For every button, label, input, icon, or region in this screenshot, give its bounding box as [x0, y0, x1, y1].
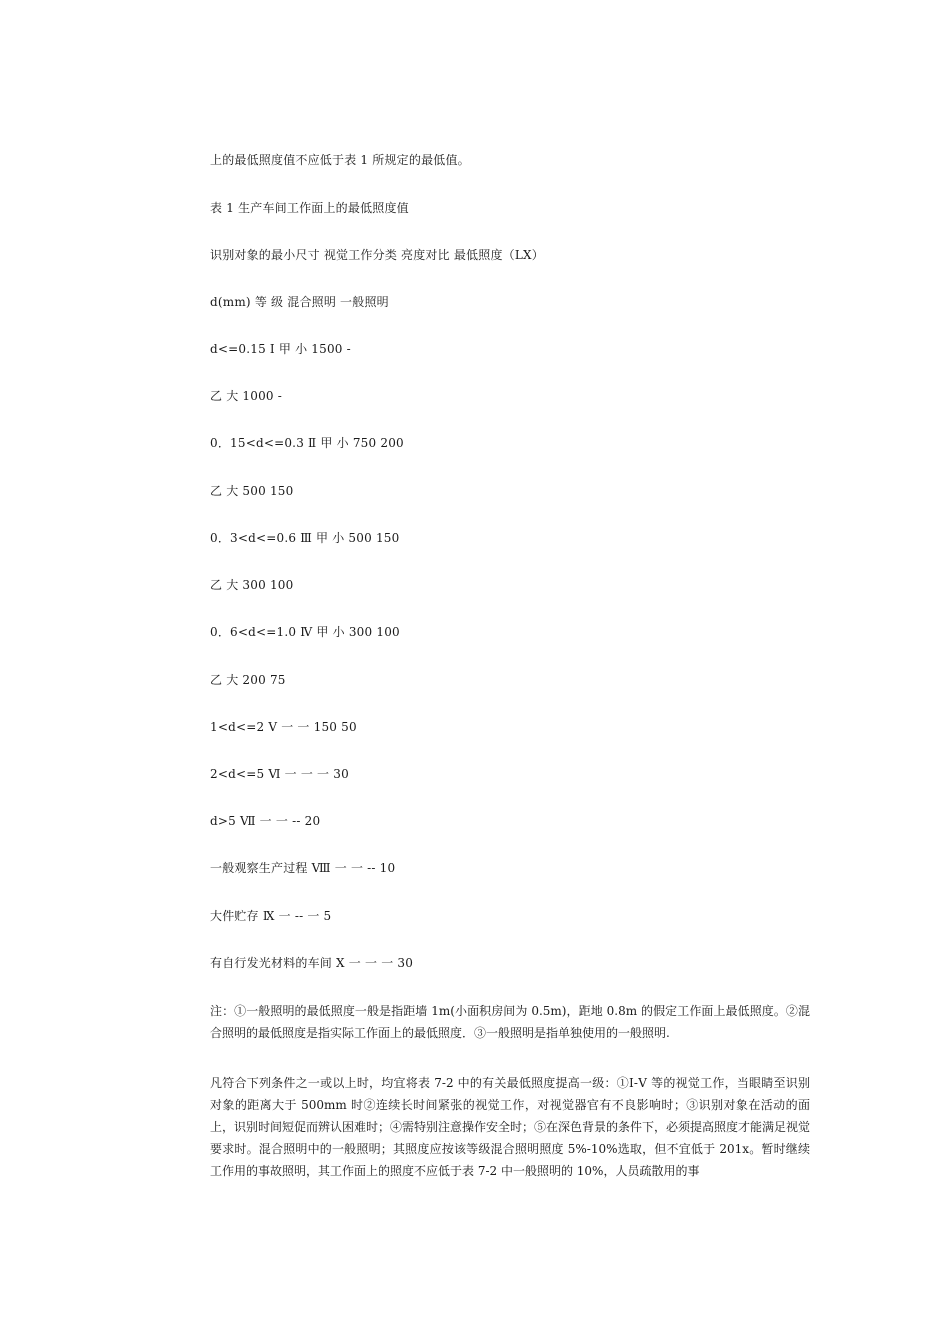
table-row: 一般观察生产过程 Ⅷ 一 一 -- 10 [210, 861, 396, 875]
table-row: 乙 大 300 100 [210, 578, 294, 592]
table-row: 0．3<d<=0.6 Ⅲ 甲 小 500 150 [210, 531, 400, 545]
table-row: 0．15<d<=0.3 Ⅱ 甲 小 750 200 [210, 436, 404, 450]
table-header-row-1: 识别对象的最小尺寸 视觉工作分类 亮度对比 最低照度（LX） [210, 248, 544, 262]
table-note: 注：①一般照明的最低照度一般是指距墙 1m(小面积房间为 0.5m)，距地 0.8m 的假定工作面上最低照度。②混合照明的最低照度是指实际工作面上的最低照度．③一般照明是指单独使用的一般照明. [210, 1004, 810, 1040]
table-row: 乙 大 1000 - [210, 389, 283, 403]
table-row: 乙 大 200 75 [210, 673, 286, 687]
intro-text: 上的最低照度值不应低于表 1 所规定的最低值。 [210, 153, 470, 167]
table-row: 0．6<d<=1.0 Ⅳ 甲 小 300 100 [210, 625, 400, 639]
table-row: 乙 大 500 150 [210, 484, 294, 498]
table-title: 表 1 生产车间工作面上的最低照度值 [210, 201, 409, 215]
table-header-row-2: d(mm) 等 级 混合照明 一般照明 [210, 295, 389, 309]
table-row: d<=0.15 Ⅰ 甲 小 1500 - [210, 342, 351, 356]
table-row: 2<d<=5 Ⅵ 一 一 一 30 [210, 767, 349, 781]
body-paragraph: 凡符合下列条件之一或以上时，均宜将表 7-2 中的有关最低照度提高一级：①Ⅰ-Ⅴ 等的视觉工作，当眼睛至识别对象的距离大于 500mm 时②连续长时间紧张的视觉工作，对视觉器官有不良影响时；③识别对象在活动的面上，识别时间短促而辨认困难时；④需特别注意操作安全时；⑤在深色背景的条件下，必须提高照度才能满足视觉要求时。混合照明中的一般照明；其照度应按该等级混合照明照度 5%-10%选取，但不宜低于 201x。暂时继续工作用的事故照明，其工作面上的照度不应低于表 7-2 中一般照明的 10%，人员疏散用的事 [210, 1076, 811, 1178]
table-row: 1<d<=2 Ⅴ 一 一 150 50 [210, 720, 357, 734]
table-row: d>5 Ⅶ 一 一 -- 20 [210, 814, 321, 828]
table-row: 有自行发光材料的车间 Ⅹ 一 一 一 30 [210, 956, 414, 970]
table-row: 大件贮存 Ⅸ 一 -- 一 5 [210, 909, 332, 923]
